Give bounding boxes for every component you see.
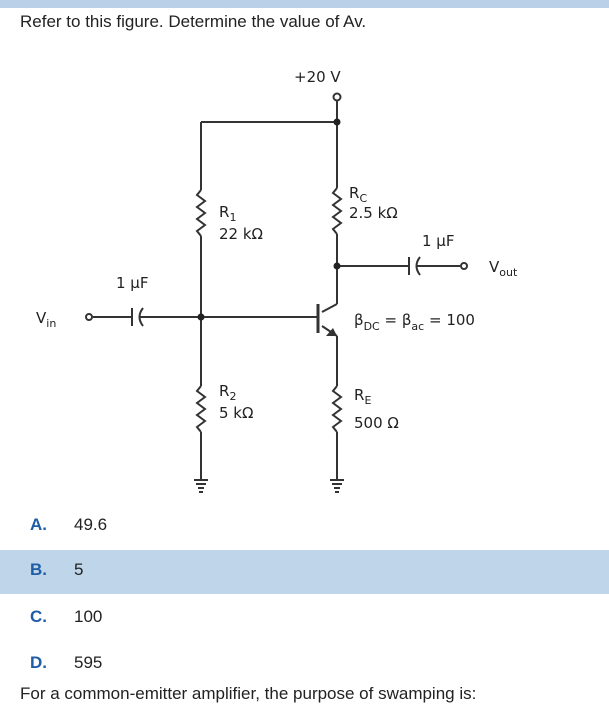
re-name: $R_E$ <box>354 386 372 407</box>
supply-label: +20 V <box>294 68 341 86</box>
rc-value: 2.5 kΩ <box>349 204 398 222</box>
rc-name: $R_C$ <box>349 184 368 205</box>
circuit-diagram <box>0 40 609 510</box>
option-text: 100 <box>74 607 103 626</box>
option-b[interactable] <box>0 550 609 594</box>
option-text: 49.6 <box>74 515 108 534</box>
vout-label: $V_{out}$ <box>489 258 518 279</box>
option-text: 595 <box>74 653 103 672</box>
vin-label: $V_{in}$ <box>36 309 57 330</box>
option-letter: D. <box>30 653 47 672</box>
option-text: 5 <box>74 560 84 579</box>
cin-value: 1 μF <box>116 274 149 292</box>
beta-label: $\beta_{DC} = \beta_{ac} = 100$ <box>354 311 475 333</box>
option-letter: A. <box>30 515 47 534</box>
r1-value: 22 kΩ <box>219 225 264 243</box>
option-letter: C. <box>30 607 47 626</box>
question-text: Refer to this figure. Determine the value of Av. <box>20 12 367 31</box>
option-a[interactable] <box>0 505 609 549</box>
next-question-text: For a common-emitter amplifier, the purpose of swamping is: <box>20 684 477 703</box>
option-letter: B. <box>30 560 47 579</box>
circuit-figure <box>0 40 609 510</box>
option-d[interactable] <box>0 643 609 687</box>
cout-value: 1 μF <box>422 232 455 250</box>
option-c[interactable] <box>0 597 609 641</box>
re-value: 500 Ω <box>354 414 399 432</box>
r2-value: 5 kΩ <box>219 404 254 422</box>
r1-name: $R_1$ <box>219 203 237 224</box>
r2-name: $R_2$ <box>219 382 237 403</box>
top-accent-bar <box>0 0 609 8</box>
